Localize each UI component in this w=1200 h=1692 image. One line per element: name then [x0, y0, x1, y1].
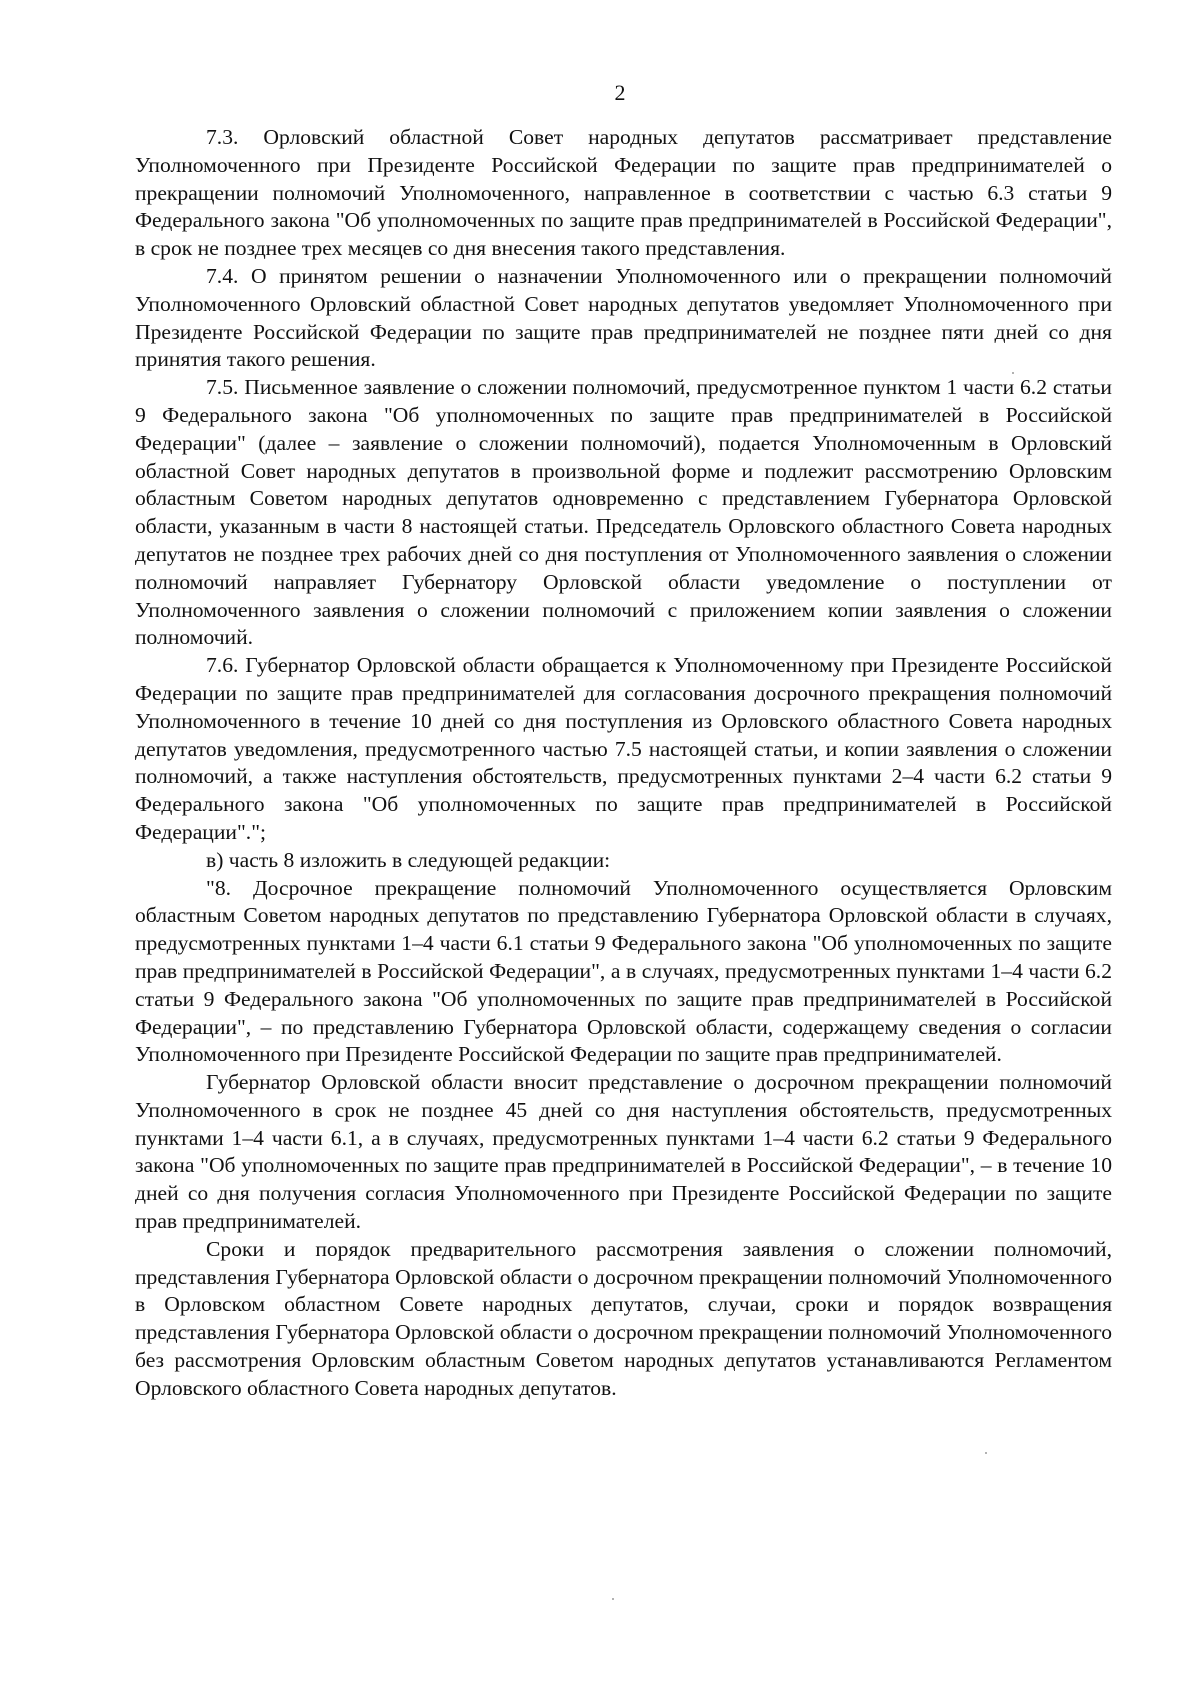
- paragraph-amendment-intro: в) часть 8 изложить в следующей редакции:: [206, 847, 611, 872]
- paragraph-terms-procedure: Сроки и порядок предварительного рассмотрения заявления о сложении полномочий, представления Губернатора Орловской области о досрочном прекращении полномочий Уполномоченного в Орловском областном Совете народных депутатов, случаи, сроки и порядок возвращения представления Губернатора Орловской области о досрочном прекращении полномочий Уполномоченного без рассмотрения Орловским областным Советом народных депутатов устанавливаются Регламентом Орловского областного Совета народных депутатов.: [135, 1236, 1112, 1400]
- document-body: [135, 124, 1112, 1403]
- paragraph-governor-submission: Губернатор Орловской области вносит представление о досрочном прекращении полномочий Уполномоченного в срок не позднее 45 дней со дня наступления обстоятельств, предусмотренных пунктами 1–4 части 6.1, а в случаях, предусмотренных пунктами 1–4 части 6.2 статьи 9 Федерального закона "Об уполномоченных по защите прав предпринимателей в Российской Федерации", – в течение 10 дней со дня получения согласия Уполномоченного при Президенте Российской Федерации по защите прав предпринимателей.: [135, 1070, 1112, 1234]
- paragraph-7-3: 7.3. Орловский областной Совет народных депутатов рассматривает представление Уполномоченного при Президенте Российской Федерации по защите прав предпринимателей о прекращении полномочий Уполномоченного, направленное в соответствии с частью 6.3 статьи 9 Федерального закона "Об уполномоченных по защите прав предпринимателей в Российской Федерации", в срок не позднее трех месяцев со дня внесения такого представления.: [135, 125, 1112, 261]
- scan-speck: [612, 1598, 614, 1600]
- scan-speck: [985, 1452, 987, 1454]
- paragraph-part-8: "8. Досрочное прекращение полномочий Уполномоченного осуществляется Орловским областным Советом народных депутатов по представлению Губернатора Орловской области в случаях, предусмотренных пунктами 1–4 части 6.1 статьи 9 Федерального закона "Об уполномоченных по защите прав предпринимателей в Российской Федерации", а в случаях, предусмотренных пунктами 1–4 части 6.2 статьи 9 Федерального закона "Об уполномоченных по защите прав предпринимателей в Российской Федерации", – по представлению Губернатора Орловской области, содержащему сведения о согласии Уполномоченного при Президенте Российской Федерации по защите прав предпринимателей.: [135, 875, 1112, 1067]
- paragraph-7-4: 7.4. О принятом решении о назначении Уполномоченного или о прекращении полномочий Уполномоченного Орловский областной Совет народных депутатов уведомляет Уполномоченного при Президенте Российской Федерации по защите прав предпринимателей не позднее пяти дней со дня принятия такого решения.: [135, 263, 1112, 372]
- scan-speck: [1012, 372, 1014, 374]
- page-number: 2: [614, 80, 626, 105]
- paragraph-7-6: 7.6. Губернатор Орловской области обращается к Уполномоченному при Президенте Российской Федерации по защите прав предпринимателей для согласования досрочного прекращения полномочий Уполномоченного в течение 10 дней со дня поступления из Орловского областного Совета народных депутатов уведомления, предусмотренного частью 7.5 настоящей статьи, и копии заявления о сложении полномочий, а также наступления обстоятельств, предусмотренных пунктами 2–4 части 6.2 статьи 9 Федерального закона "Об уполномоченных по защите прав предпринимателей в Российской Федерации".";: [135, 653, 1112, 844]
- paragraph-7-5: 7.5. Письменное заявление о сложении полномочий, предусмотренное пунктом 1 части 6.2 статьи 9 Федерального закона "Об уполномоченных по защите прав предпринимателей в Российской Федерации" (далее – заявление о сложении полномочий), подается Уполномоченным в Орловский областной Совет народных депутатов в произвольной форме и подлежит рассмотрению Орловским областным Советом народных депутатов одновременно с представлением Губернатора Орловской области, указанным в части 8 настоящей статьи. Председатель Орловского областного Совета народных депутатов не позднее трех рабочих дней со дня поступления от Уполномоченного заявления о сложении полномочий направляет Губернатору Орловской области уведомление о поступлении от Уполномоченного заявления о сложении полномочий с приложением копии заявления о сложении полномочий.: [135, 375, 1112, 650]
